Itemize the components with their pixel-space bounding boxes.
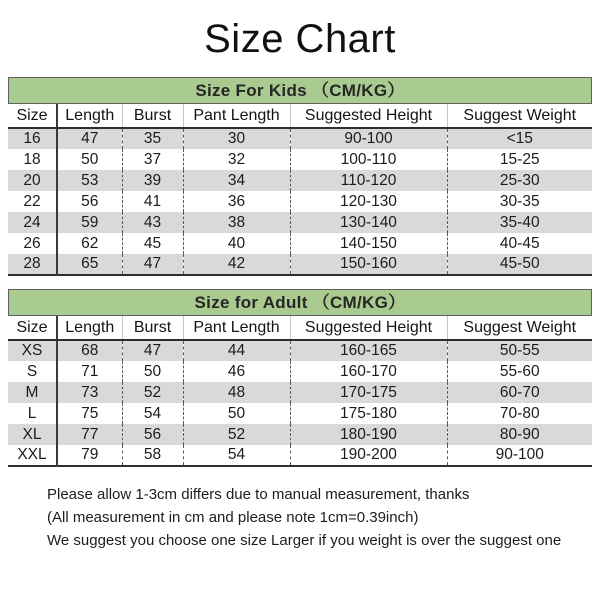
table-cell: 70-80 [447,403,592,424]
table-cell: 47 [57,128,122,149]
column-header-suggested-height: Suggested Height [290,104,447,128]
table-cell: 150-160 [290,254,447,275]
table-cell: 68 [57,340,122,361]
table-cell: 50 [57,149,122,170]
column-header-burst: Burst [122,316,183,340]
table-cell: 42 [183,254,290,275]
table-cell: 32 [183,149,290,170]
table-cell: 55-60 [447,361,592,382]
table-row [8,424,592,445]
table-cell: 180-190 [290,424,447,445]
table-cell: 56 [122,424,183,445]
kids-header-row [8,104,592,128]
table-cell: 35-40 [447,212,592,233]
table-cell: 40 [183,233,290,254]
table-cell: 65 [57,254,122,275]
table-cell: 50 [122,361,183,382]
column-header-pant-length: Pant Length [183,316,290,340]
page-title: Size Chart [204,17,396,61]
size-cell: XL [8,424,57,445]
footer-line: (All measurement in cm and please note 1cm=0.39inch) [47,509,419,526]
column-header-suggested-height: Suggested Height [290,316,447,340]
table-cell: 140-150 [290,233,447,254]
size-cell: 26 [8,233,57,254]
footer-line: We suggest you choose one size Larger if you weight is over the suggest one [47,532,562,549]
adult-size-table [8,316,592,467]
size-cell: 28 [8,254,57,275]
table-cell: 54 [183,445,290,466]
column-header-suggest-weight: Suggest Weight [447,104,592,128]
table-row [8,233,592,254]
column-header-length: Length [57,104,122,128]
table-cell: 25-30 [447,170,592,191]
table-cell: 130-140 [290,212,447,233]
column-header-length: Length [57,316,122,340]
table-row [8,191,592,212]
table-cell: 38 [183,212,290,233]
table-cell: 50 [183,403,290,424]
table-cell: 56 [57,191,122,212]
table-row [8,212,592,233]
size-cell: L [8,403,57,424]
table-row [8,170,592,191]
table-cell: 110-120 [290,170,447,191]
table-cell: 44 [183,340,290,361]
table-cell: 46 [183,361,290,382]
size-cell: S [8,361,57,382]
size-cell: 24 [8,212,57,233]
size-cell: 22 [8,191,57,212]
table-cell: 190-200 [290,445,447,466]
kids-size-table-section [8,77,592,276]
table-cell: 15-25 [447,149,592,170]
table-cell: 75 [57,403,122,424]
table-cell: 160-165 [290,340,447,361]
table-cell: 62 [57,233,122,254]
table-cell: 30 [183,128,290,149]
column-header-suggest-weight: Suggest Weight [447,316,592,340]
table-cell: 90-100 [290,128,447,149]
column-header-pant-length: Pant Length [183,104,290,128]
table-cell: 160-170 [290,361,447,382]
table-cell: <15 [447,128,592,149]
table-cell: 53 [57,170,122,191]
table-cell: 40-45 [447,233,592,254]
table-cell: 41 [122,191,183,212]
table-cell: 60-70 [447,382,592,403]
column-header-burst: Burst [122,104,183,128]
adult-table-title: Size for Adult （CM/KG） [8,289,592,316]
table-row [8,382,592,403]
table-cell: 77 [57,424,122,445]
table-cell: 120-130 [290,191,447,212]
table-cell: 30-35 [447,191,592,212]
size-cell: M [8,382,57,403]
column-header-size: Size [8,104,57,128]
table-cell: 34 [183,170,290,191]
table-cell: 80-90 [447,424,592,445]
table-cell: 71 [57,361,122,382]
adult-header-row [8,316,592,340]
table-cell: 36 [183,191,290,212]
table-cell: 43 [122,212,183,233]
table-cell: 52 [122,382,183,403]
table-cell: 45-50 [447,254,592,275]
table-cell: 170-175 [290,382,447,403]
table-row [8,361,592,382]
table-cell: 79 [57,445,122,466]
table-cell: 100-110 [290,149,447,170]
kids-table-title: Size For Kids （CM/KG） [8,77,592,104]
table-cell: 47 [122,254,183,275]
kids-size-table [8,104,592,276]
size-cell: XXL [8,445,57,466]
footer-line: Please allow 1-3cm differs due to manual measurement, thanks [47,486,470,503]
table-row [8,340,592,361]
size-cell: 18 [8,149,57,170]
table-cell: 35 [122,128,183,149]
table-cell: 58 [122,445,183,466]
size-cell: XS [8,340,57,361]
table-row [8,149,592,170]
table-cell: 39 [122,170,183,191]
table-cell: 73 [57,382,122,403]
table-cell: 50-55 [447,340,592,361]
table-row [8,128,592,149]
table-cell: 59 [57,212,122,233]
table-cell: 54 [122,403,183,424]
table-row [8,445,592,466]
table-row [8,403,592,424]
table-cell: 47 [122,340,183,361]
table-cell: 52 [183,424,290,445]
footer-note [0,483,600,552]
table-row [8,254,592,275]
adult-size-table-section [8,289,592,467]
size-cell: 16 [8,128,57,149]
table-cell: 48 [183,382,290,403]
size-cell: 20 [8,170,57,191]
table-cell: 45 [122,233,183,254]
table-cell: 175-180 [290,403,447,424]
table-cell: 37 [122,149,183,170]
table-cell: 90-100 [447,445,592,466]
column-header-size: Size [8,316,57,340]
